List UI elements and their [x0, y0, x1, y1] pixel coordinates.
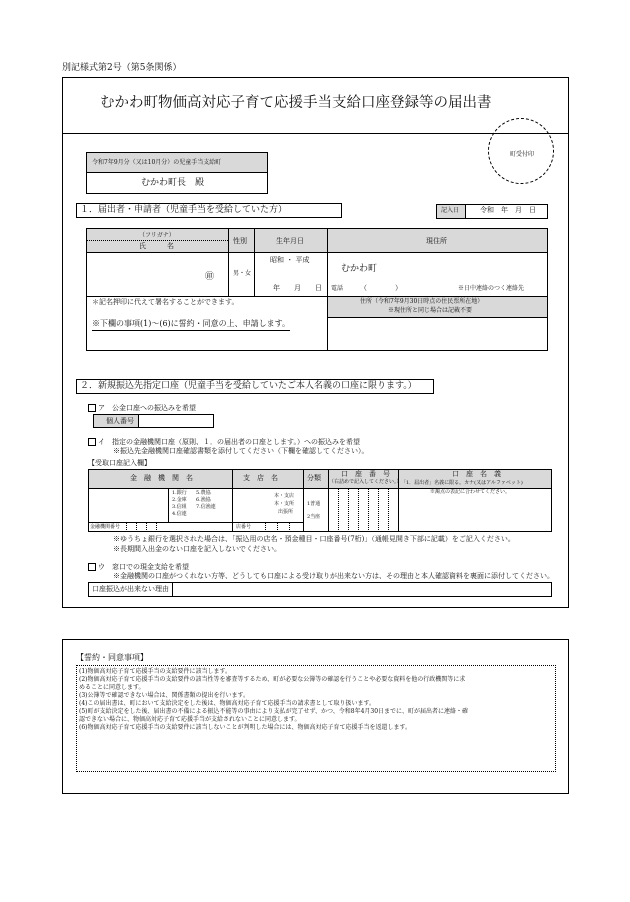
pledge-item: (3)公簿等で確認できない場合は、関係書類の提出を行います。 [79, 692, 250, 699]
birth-ymd[interactable]: 年 月 日 [273, 284, 322, 292]
pledge-item: (2)物価高対応子育て応援手当の支給要件の該当性等を審査等するため、町が必要な公簿等の確認を行うことや必要な資料を他の行政機関等に求 [79, 676, 466, 683]
bank-type-3[interactable]: 3.信組 [172, 504, 187, 510]
holder-header: 口 座 名 義 [452, 470, 501, 478]
entry-date-label: 記入日 [441, 207, 460, 214]
pledge-item: (6)物価高対応子育て応援手当の支給要件に該当しないことが判明した場合には、物価高対応子育て応援手当を返還します。 [79, 724, 412, 731]
option-u-note: ※金融機関の口座がつくれない方等、どうしても口座による受け取りが出来ない方は、その理由と本人確認資料を裏面に添付してください。 [113, 572, 554, 580]
option-u-checkbox[interactable] [88, 563, 96, 571]
phone-note: ※日中連絡のつく連絡先 [458, 285, 525, 292]
pledge-heading: 【誓約・同意事項】 [76, 653, 148, 662]
no-transfer-reason-label: 口座振込が出来ない理由 [92, 585, 169, 593]
bank-type-4[interactable]: 4.信連 [172, 511, 187, 517]
account-no-header: 口 座 番 号 [341, 470, 390, 478]
pledge-item: (4)この届出書は、町において支給決定をした後は、物価高対応子育て応援手当の請求書として取り扱います。 [79, 700, 376, 707]
branch-type-3[interactable]: 出張所 [278, 509, 294, 515]
address-label: 現住所 [426, 237, 447, 245]
option-i-checkbox[interactable] [88, 438, 96, 446]
form-label: 別記様式第2号（第5条関係） [62, 63, 182, 73]
section1-heading: １．届出者・申請者（児童手当を受給していた方） [80, 205, 288, 215]
name-label: 氏 名 [139, 242, 174, 250]
acct-type-1[interactable]: 1普通 [307, 501, 321, 507]
prev-address-label: 住所（令和7年9月30日時点の住民票所在地） [360, 298, 484, 305]
furigana-label: （フリガナ） [139, 232, 175, 239]
option-u[interactable]: ウ 窓口での現金支給を希望 [88, 563, 189, 571]
pledge-item: めることに同意します。 [79, 684, 145, 691]
pledge-item: 認できない場合に、物価高対応子育て応援手当が支給されないことに同意します。 [79, 716, 301, 723]
branch-name-header: 支 店 名 [243, 474, 278, 482]
bank-type-5[interactable]: 5.農協 [196, 490, 211, 496]
branch-type-1[interactable]: 本・支店 [274, 493, 295, 499]
mynumber-label: 個人番号 [106, 417, 134, 425]
phone-label: 電話 [331, 285, 344, 292]
yucho-note: ※ゆうちょ銀行を選択された場合は、「振込用の店名・預金種目・口座番号(7桁)」（通帳見開き下部に記載）をご記入ください。 [113, 535, 515, 543]
dormant-note: ※長期間入出金のない口座を記入しないでください。 [113, 545, 281, 553]
sign-note: ＊記名押印に代えて署名することができます。 [92, 298, 239, 306]
bank-type-1[interactable]: 1.銀行 [172, 490, 187, 496]
holder-note-2: ※濁点の表記に合わせてください。 [430, 489, 511, 495]
option-i[interactable]: イ 指定の金融機関口座（原則、１．の届出者の口座とします。）への振込みを希望 [88, 438, 360, 446]
era-value[interactable]: 昭和 ・ 平成 [270, 256, 310, 264]
recipient-name: むかわ町長 殿 [141, 178, 205, 188]
form-title: むかわ町物価高対応子育て応援手当支給口座登録等の届出書 [100, 95, 492, 111]
bank-code-label: 金融機関番号 [90, 524, 121, 530]
account-no-sub: （右詰めで記入してください。） [329, 479, 402, 485]
option-a-checkbox[interactable] [88, 404, 96, 412]
branch-type-2[interactable]: 本・支所 [274, 501, 295, 507]
consent-note: ※下欄の事項(1)～(6)に誓約・同意の上、申請します。 [92, 320, 290, 331]
current-town: むかわ町 [341, 264, 378, 274]
pledge-item: (1)物価高対応子育て応援手当の支給要件に該当します。 [79, 668, 232, 675]
sex-label: 性別 [233, 237, 247, 245]
sex-value[interactable]: 男・女 [233, 270, 252, 277]
branch-code-label: 店番号 [236, 524, 252, 530]
prev-address-note: ※現住所と同じ場合は記載不要 [388, 307, 473, 314]
type-header: 分類 [307, 474, 321, 482]
section2-heading: ２．新規振込先指定口座（児童手当を受給していたご本人名義の口座に限ります。） [80, 381, 417, 391]
birth-label: 生年月日 [276, 237, 304, 245]
option-a[interactable]: ア 公金口座への振込みを希望 [88, 404, 196, 412]
holder-note-1: 「1．届出者」名義に限る。カナ(又はアルファベット) [401, 480, 523, 486]
pledge-item: (5)町が支給決定をした後、届出書の不備による振込不能等の事由により支払が完了せず、かつ、令和8年4月30日までに、町が届出者に連絡・確 [79, 708, 469, 715]
bank-type-7[interactable]: 7.信漁連 [196, 504, 216, 510]
receive-label: 【受取口座記入欄】 [88, 459, 151, 467]
recipient-header: 令和7年9月分（又は10月分）の児童手当支給町 [92, 159, 222, 166]
entry-date-value: 令和 年 月 日 [480, 206, 536, 214]
seal-mark: ㊞ [205, 272, 215, 282]
bank-type-6[interactable]: 6.漁協 [196, 497, 211, 503]
bank-name-header: 金 融 機 関 名 [130, 474, 193, 482]
bank-type-2[interactable]: 2.金庫 [172, 497, 187, 503]
stamp-label: 町受付印 [510, 151, 535, 158]
option-i-note: ※振込先金融機関口座確認書類を添付してください（下欄を確認してください）。 [113, 447, 369, 455]
acct-type-2[interactable]: 2当座 [307, 514, 321, 520]
phone-paren[interactable]: （ ） [360, 284, 402, 292]
